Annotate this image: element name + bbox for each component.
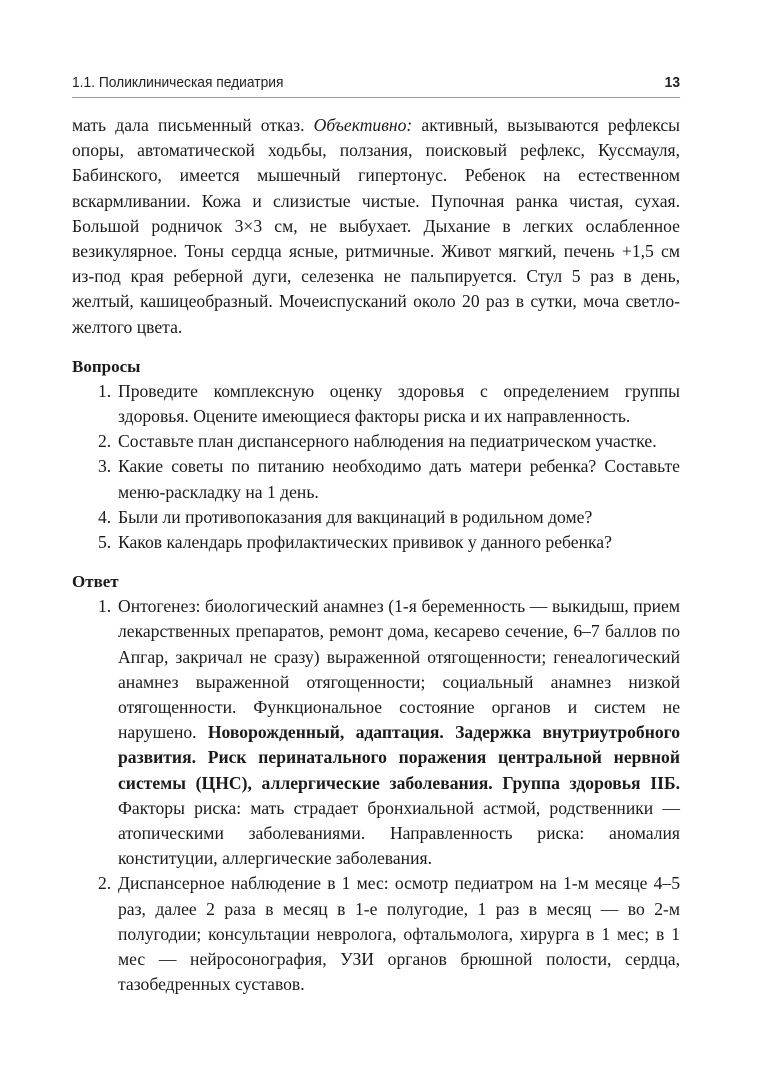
answer-number: 1. [98, 596, 112, 617]
book-page [72, 74, 680, 998]
question-item [72, 505, 680, 530]
section-title: 1.1. Поликлиническая педиатрия [72, 74, 284, 91]
answer-item [72, 594, 680, 871]
answer-heading: Ответ [72, 572, 119, 592]
question-number: 3. [98, 456, 112, 477]
case-description [72, 113, 680, 340]
diagnosis-bold: Новорожденный, адаптация. Задержка внутриутробного развития. Риск перинатального поражения центральной нервной системы (ЦНС), аллергические заболевания. Группа здоровья IIБ. [118, 722, 680, 793]
answer-item [72, 871, 680, 997]
answer-list [72, 594, 680, 997]
question-number: 2. [98, 431, 112, 452]
question-item [72, 379, 680, 429]
question-text: Каков календарь профилактических прививок у данного ребенка? [118, 532, 612, 553]
question-text: Проведите комплексную оценку здоровья с определением группы здоровья. Оцените имеющиеся факторы риска и их направленность. [118, 380, 680, 427]
intro-paragraph [72, 113, 680, 340]
question-text: Какие советы по питанию необходимо дать матери ребенка? Составьте меню-раскладку на 1 день. [118, 456, 680, 502]
question-number: 4. [98, 506, 112, 527]
intro-text-part1: мать дала письменный отказ. [72, 115, 314, 135]
objective-label: Объективно: [313, 115, 413, 135]
page-number: 13 [664, 74, 681, 91]
questions-heading: Вопросы [72, 356, 141, 376]
running-head [72, 74, 680, 98]
question-item [72, 454, 680, 504]
questions-list [72, 379, 680, 555]
answer-text-a: Диспансерное наблюдение в 1 мес: осмотр педиатром на 1-м месяце 4–5 раз, далее 2 раза в месяц в 1-е полугодие, 1 раз в месяц — во 2-м полугодии; консультации невролога, офтальмолога, хирурга в 1 мес; в 1 мес — нейросонография, УЗИ органов брюшной полости, сердца, тазобедренных суставов. [118, 873, 680, 995]
question-item [72, 429, 680, 454]
answer-number: 2. [98, 873, 112, 894]
question-text: Были ли противопоказания для вакцинаций в родильном доме? [118, 506, 593, 527]
question-text: Составьте план диспансерного наблюдения на педиатрическом участке. [118, 431, 657, 452]
intro-text-part2: активный, вызываются рефлексы опоры, автоматической ходьбы, ползания, поисковый рефлекс, Куссмауля, Бабинского, имеется мышечный гипертонус. Ребенок на естественном вскармливании. Кожа и слизистые чистые. Пупочная ранка чистая, сухая. Большой родничок 3×3 см, не выбухает. Дыхание в легких ослабленное везикулярное. Тоны сердца ясные, ритмичные. Живот мягкий, печень +1,5 см из-под края реберной дуги, селезенка не пальпируется. Стул 5 раз в день, желтый, кашицеобразный. Мочеиспусканий около 20 раз в сутки, моча светло-желтого цвета. [72, 115, 680, 337]
question-number: 5. [98, 532, 112, 553]
question-item [72, 530, 680, 555]
answer-text-b: Факторы риска: мать страдает бронхиальной астмой, родственники — атопическими заболеваниями. Направленность риска: аномалия конституции, аллергические заболевания. [118, 797, 680, 869]
question-number: 1. [98, 380, 112, 401]
answer-text-a: Онтогенез: биологический анамнез (1-я беременность — выкидыш, прием лекарственных препаратов, ремонт дома, кесарево сечение, 6–7 баллов по Апгар, закричал не сразу) выраженной отягощенности; генеалогический анамнез выраженной отягощенности; социальный анамнез низкой отягощенности. Функциональное состояние органов и систем не нарушено. [118, 596, 680, 743]
